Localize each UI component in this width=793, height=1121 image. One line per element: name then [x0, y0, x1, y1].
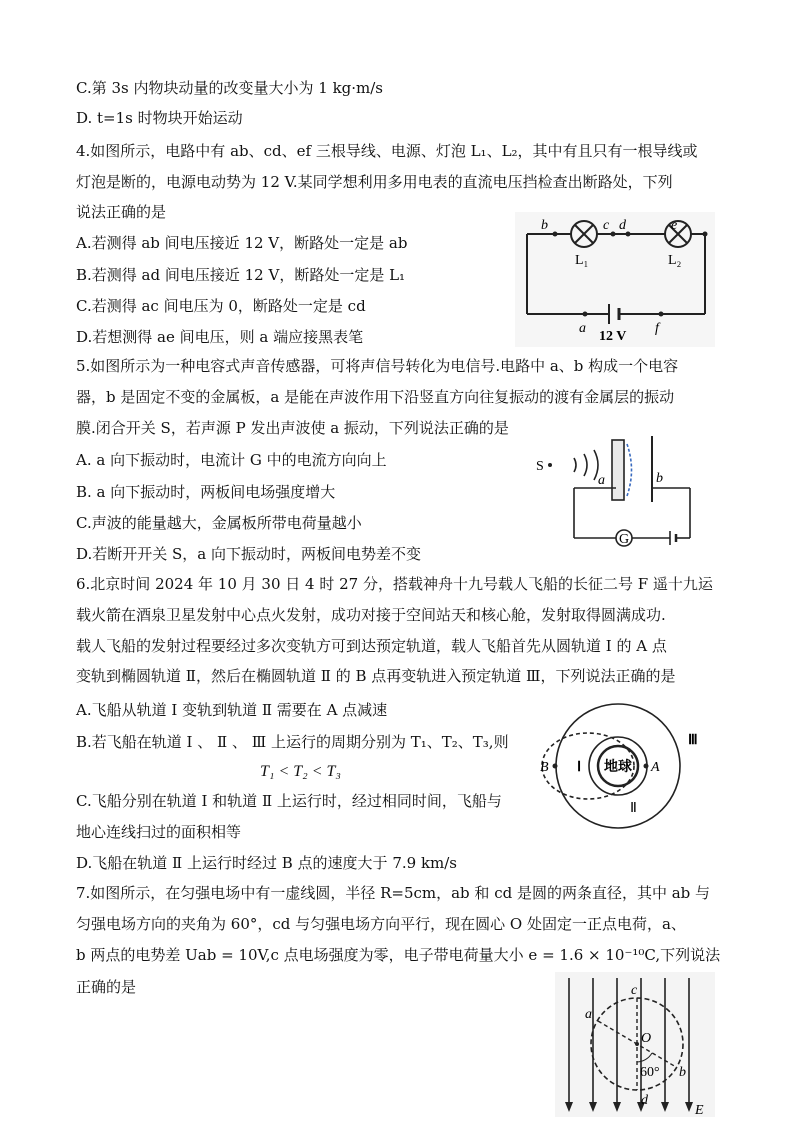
point-d: d: [641, 1093, 648, 1108]
point-c: c: [631, 983, 638, 998]
label-c: c: [603, 218, 610, 233]
label-b: b: [541, 218, 548, 233]
text-line: 膜.闭合开关 S，若声源 P 发出声波使 a 振动，下列说法正确的是: [76, 419, 509, 437]
option-d: D.若断开开关 S，a 向下振动时，两板间电势差不变: [76, 545, 422, 563]
label-d: d: [619, 218, 626, 233]
question-4-stem: 4.如图所示，电路中有 ab、cd、ef 三根导线、电源、灯泡 L₁、L₂，其中有且只有一根导线或: [76, 142, 698, 160]
text-line: 器，b 是固定不变的金属板，a 是能在声波作用下沿竖直方向往复振动的渡有金属层的振动: [76, 388, 675, 406]
option-a: A. a 向下振动时，电流计 G 中的电流方向向上: [76, 451, 387, 469]
electric-field-figure: [555, 972, 715, 1117]
text-line: 载人飞船的发射过程要经过多次变轨方可到达预定轨道，载人飞船首先从圆轨道 Ⅰ 的 A 点: [76, 637, 667, 655]
option-c: C.声波的能量越大，金属板所带电荷量越小: [76, 514, 362, 532]
text-line: 灯泡是断的，电源电动势为 12 V.某同学想利用多用电表的直流电压挡检查出断路处，下列: [76, 173, 673, 191]
question-6-stem: 6.北京时间 2024 年 10 月 30 日 4 时 27 分，搭载神舟十九号载人飞船的长征二号 F 遥十九运: [76, 575, 713, 593]
option-b: B. a 向下振动时，两板间电场强度增大: [76, 483, 336, 501]
orbit-ii: Ⅱ: [630, 801, 637, 816]
text-line: D. t=1s 时物块开始运动: [76, 109, 243, 127]
option-c: C.飞船分别在轨道 Ⅰ 和轨道 Ⅱ 上运行时，经过相同时间，飞船与: [76, 792, 502, 810]
point-a: A: [651, 760, 660, 775]
sound-sensor-figure: [530, 430, 705, 555]
text-line: 地心连线扫过的面积相等: [76, 823, 242, 841]
orbit-figure: [530, 700, 715, 835]
circuit-figure: [515, 212, 715, 347]
question-7-stem: 7.如图所示，在匀强电场中有一虚线圆，半径 R=5cm，ab 和 cd 是圆的两条直径，其中 ab 与: [76, 884, 711, 902]
orbit-iii: Ⅲ: [688, 733, 698, 748]
option-a: A.若测得 ab 间电压接近 12 V，断路处一定是 ab: [76, 234, 408, 252]
label-e: e: [671, 218, 678, 233]
option-d: D.若想测得 ae 间电压，则 a 端应接黑表笔: [76, 328, 364, 346]
angle-60: 60°: [640, 1065, 660, 1080]
text-line: 说法正确的是: [76, 203, 167, 221]
field-e: E: [695, 1103, 704, 1117]
option-c: C.若测得 ac 间电压为 0，断路处一定是 cd: [76, 297, 366, 315]
option-a: A.飞船从轨道 Ⅰ 变轨到轨道 Ⅱ 需要在 A 点减速: [76, 701, 388, 719]
earth-label: 地球: [604, 760, 632, 775]
label-l1: L₁: [575, 253, 589, 268]
orbit-i: Ⅰ: [577, 760, 582, 775]
text-line: b 两点的电势差 Uab = 10V,c 点电场强度为零，电子带电荷量大小 e = 1.6 × 10⁻¹⁰C,下列说法: [76, 946, 721, 964]
option-d: D.飞船在轨道 Ⅱ 上运行时经过 B 点的速度大于 7.9 km/s: [76, 854, 458, 872]
label-a: a: [598, 473, 605, 488]
text-line: 载火箭在酒泉卫星发射中心点火发射，成功对接于空间站天和核心舱，发射取得圆满成功.: [76, 606, 666, 624]
label-l2: L₂: [668, 253, 682, 268]
text-line: 正确的是: [76, 978, 137, 996]
option-b: B.若测得 ad 间电压接近 12 V，断路处一定是 L₁: [76, 266, 406, 284]
center-o: O: [641, 1031, 652, 1046]
point-a: a: [585, 1007, 592, 1022]
text-line: C.第 3s 内物块动量的改变量大小为 1 kg·m/s: [76, 79, 384, 97]
label-a: a: [579, 321, 586, 336]
label-b: b: [656, 471, 663, 486]
text-line: 变轨到椭圆轨道 Ⅱ，然后在椭圆轨道 Ⅱ 的 B 点再变轨进入预定轨道 Ⅲ，下列说法正确的是: [76, 667, 676, 685]
point-b: B: [540, 760, 549, 775]
point-b: b: [679, 1065, 686, 1080]
label-emf: 12 V: [599, 329, 627, 344]
label-f: f: [655, 321, 659, 336]
text-line: 匀强电场方向的夹角为 60°，cd 与匀强电场方向平行，现在圆心 O 处固定一正点电荷，a、: [76, 915, 686, 933]
label-s: S: [536, 459, 544, 474]
option-b: B.若飞船在轨道 Ⅰ 、 Ⅱ 、 Ⅲ 上运行的周期分别为 T₁、T₂、T₃,则: [76, 733, 509, 751]
galvanometer-g: G: [619, 532, 630, 547]
period-inequality: T₁ < T₂ < T₃: [260, 763, 341, 780]
question-5-stem: 5.如图所示为一种电容式声音传感器，可将声信号转化为电信号.电路中 a、b 构成一个电容: [76, 357, 679, 375]
